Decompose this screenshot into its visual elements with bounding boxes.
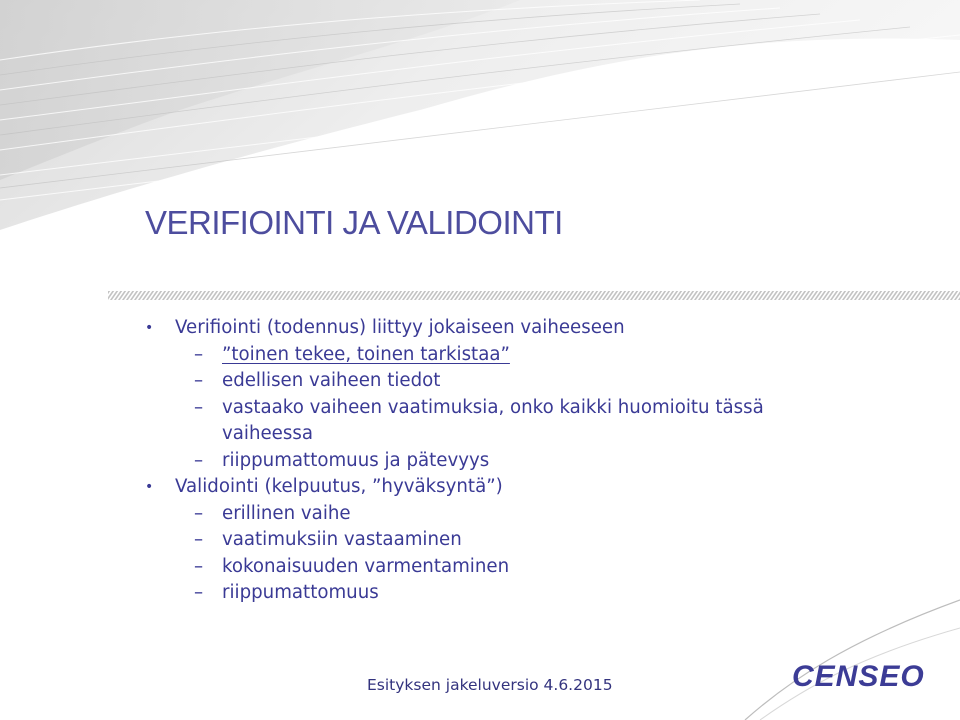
bullet-text: edellisen vaiheen tiedot xyxy=(222,370,441,391)
bullet-marker: • xyxy=(145,479,154,495)
bullet-marker: • xyxy=(145,320,154,336)
slide-title: VERIFIOINTI JA VALIDOINTI xyxy=(145,204,563,241)
bullet-text: ”toinen tekee, toinen tarkistaa” xyxy=(222,343,510,365)
bullet-text: vaatimuksiin vastaaminen xyxy=(222,529,462,550)
bullet-text: kokonaisuuden varmentaminen xyxy=(222,555,510,577)
bullet-text: Verifiointi (todennus) liittyy jokaiseen vaiheeseen xyxy=(175,317,625,338)
dash-marker: – xyxy=(194,396,204,418)
footer-version-text: Esityksen jakeluversio 4.6.2015 xyxy=(367,676,613,694)
censeo-logo: CENSEO xyxy=(792,660,925,693)
dash-marker: – xyxy=(194,529,204,550)
dash-marker: – xyxy=(194,370,204,391)
dash-marker: – xyxy=(194,555,204,577)
bullet-text: riippumattomuus ja pätevyys xyxy=(222,449,490,471)
dash-marker: – xyxy=(194,449,204,471)
dash-marker: – xyxy=(194,502,204,524)
dash-marker: – xyxy=(194,343,204,365)
dash-marker: – xyxy=(194,582,204,603)
bullet-text: Validointi (kelpuutus, ”hyväksyntä”) xyxy=(175,476,503,497)
bullet-text: riippumattomuus xyxy=(222,582,379,603)
bullet-text: vastaako vaiheen vaatimuksia, onko kaikki huomioitu tässä vaiheessa xyxy=(222,396,764,444)
bullet-text: erillinen vaihe xyxy=(222,502,351,524)
